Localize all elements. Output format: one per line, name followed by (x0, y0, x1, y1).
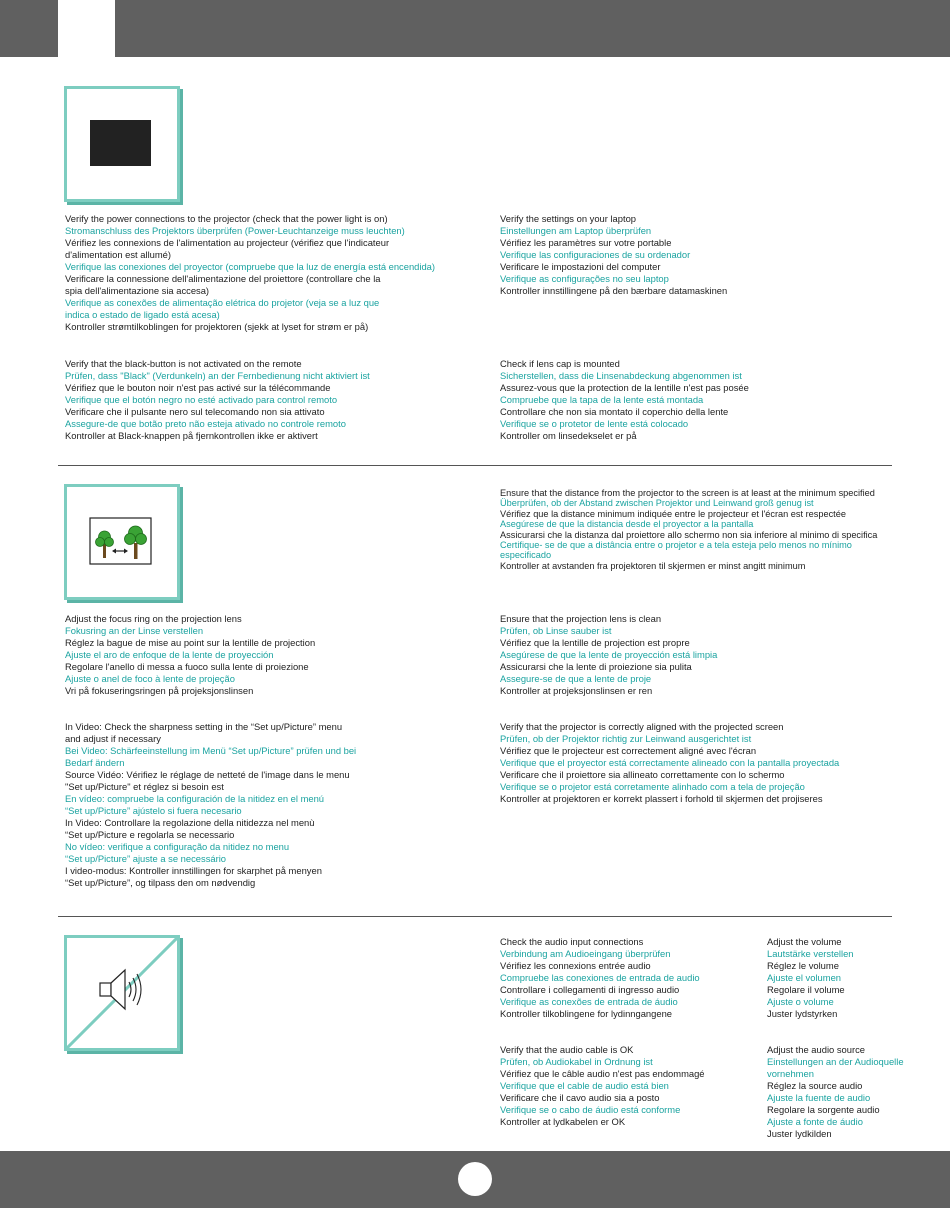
power-line-de: Stromanschluss des Projektors überprüfen (Power-Leuchtanzeige muss leuchten) (65, 225, 405, 236)
laptop-line-it: Verificare le impostazioni del computer (500, 261, 661, 272)
cable-line-en: Verify that the audio cable is OK (500, 1044, 634, 1055)
laptop-line-fr: Vérifiez les paramètres sur votre portable (500, 237, 672, 248)
lens-cap-block (500, 358, 749, 442)
sharp-line-no: I video-modus: Kontroller innstillingen for skarphet på menyen (65, 865, 322, 876)
focus-line-de: Fokusring an der Linse verstellen (65, 625, 204, 636)
power-line-fr: Vérifiez les connexions de l'alimentation au projecteur (vérifiez que l'indicateur (65, 237, 390, 248)
source-line-es: Ajuste la fuente de audio (767, 1092, 871, 1103)
clean-line-en: Ensure that the projection lens is clean (500, 613, 662, 624)
audio-input-block (500, 936, 700, 1020)
black-screen-icon (64, 86, 180, 202)
cable-line-fr: Vérifiez que le câble audio n'est pas endommagé (500, 1068, 705, 1079)
cable-line-de: Prüfen, ob Audiokabel in Ordnung ist (500, 1056, 653, 1067)
source-line-de-2: vornehmen (767, 1068, 814, 1079)
align-line-es: Verifique que el proyector está correctamente alineado con la pantalla proyectada (500, 757, 840, 768)
sharp-line-it: In Video: Controllare la regolazione della nitidezza nel menù (65, 817, 315, 828)
sharp-line-es: En vídeo: compruebe la configuración de la nitidez en el menú (65, 793, 325, 804)
laptop-line-pt: Verifique as configurações no seu laptop (500, 273, 669, 284)
focus-line-pt: Ajuste o anel de foco à lente de projeção (65, 673, 235, 684)
sharp-line-fr-2: "Set up/Picture" et réglez si besoin est (65, 781, 224, 792)
clean-line-no: Kontroller at projeksjonslinsen er ren (500, 685, 653, 696)
lenscap-line-de: Sicherstellen, dass die Linsenabdeckung abgenommen ist (500, 370, 742, 381)
distance-line-no: Kontroller at avstanden fra projektoren til skjermen er minst angitt minimum (500, 560, 806, 571)
power-line-it-2: spia dell'alimentazione sia accesa) (65, 285, 210, 296)
source-line-de: Einstellungen an der Audioquelle (767, 1056, 904, 1067)
clean-line-fr: Vérifiez que la lentille de projection est propre (500, 637, 690, 648)
distance-line-fr: Vérifiez que la distance minimum indiquée entre le projecteur et l'écran est respectée (500, 508, 846, 519)
focus-ring-block (65, 613, 315, 697)
focus-line-no: Vri på fokuseringsringen på projeksjonslinsen (65, 685, 254, 696)
power-line-pt-2: indica o estado de ligado está acesa) (65, 309, 220, 320)
black-line-es: Verifique que el botón negro no esté activado para control remoto (65, 394, 338, 405)
audio-cable-block (500, 1044, 705, 1128)
audio-input-line-pt: Verifique as conexões de entrada de áudio (500, 996, 678, 1007)
volume-line-de: Lautstärke verstellen (767, 948, 854, 959)
focus-line-en: Adjust the focus ring on the projection lens (65, 613, 242, 624)
volume-line-pt: Ajuste o volume (767, 996, 834, 1007)
clean-line-it: Assicurarsi che la lente di proiezione sia pulita (500, 661, 692, 672)
source-line-en: Adjust the audio source (767, 1044, 865, 1055)
cable-line-pt: Verifique se o cabo de áudio está conforme (500, 1104, 681, 1115)
volume-block (767, 936, 854, 1020)
distance-line-en: Ensure that the distance from the projector to the screen is at least at the minimum specified (500, 488, 875, 498)
laptop-line-de: Einstellungen am Laptop überprüfen (500, 225, 652, 236)
lenscap-line-es: Compruebe que la tapa de la lente está montada (500, 394, 704, 405)
audio-input-line-de: Verbindung am Audioeingang überprüfen (500, 948, 671, 959)
lens-clean-block (500, 613, 717, 697)
bottom-bar (0, 1151, 950, 1208)
black-line-en: Verify that the black-button is not activated on the remote (65, 358, 302, 369)
source-line-fr: Réglez la source audio (767, 1080, 863, 1091)
volume-line-es: Ajuste el volumen (767, 972, 841, 983)
audio-input-line-es: Compruebe las conexiones de entrada de audio (500, 972, 700, 983)
black-line-de: Prüfen, dass "Black" (Verdunkeln) an der Fernbedienung nicht aktiviert ist (65, 370, 370, 381)
power-line-fr-2: d'alimentation est allumé) (65, 249, 172, 260)
align-line-pt: Verifique se o projetor está corretamente alinhado com a tela de projeção (500, 781, 805, 792)
clean-line-de: Prüfen, ob Linse sauber ist (500, 625, 612, 636)
align-line-it: Verificare che il proiettore sia allineato correttamente con lo schermo (500, 769, 785, 780)
volume-line-no: Juster lydstyrken (767, 1008, 838, 1019)
sharp-line-no-2: “Set up/Picture”, og tilpass den om nødvendig (65, 877, 256, 888)
distance-line-pt-2: especificado (500, 550, 552, 561)
clean-line-es: Asegúrese de que la lente de proyección está limpia (500, 649, 718, 660)
sharp-line-fr: Source Vidéo: Vérifiez le réglage de netteté de l'image dans le menu (65, 769, 350, 780)
top-bar (0, 0, 950, 57)
focus-line-es: Ajuste el aro de enfoque de la lente de proyección (65, 649, 274, 660)
sharp-line-pt: No vídeo: verifique a configuração da nitidez no menu (65, 841, 290, 852)
section-divider-1 (58, 465, 892, 466)
volume-line-en: Adjust the volume (767, 936, 842, 947)
sharp-line-pt-2: “Set up/Picture” ajuste a se necessário (65, 853, 227, 864)
power-line-es: Verifique las conexiones del proyector (compruebe que la luz de energía está encendida) (65, 261, 436, 272)
alignment-block (500, 721, 839, 805)
lenscap-line-it: Controllare che non sia montato il coperchio della lente (500, 406, 729, 417)
sharpness-block (65, 721, 356, 889)
cable-line-es: Verifique que el cable de audio está bien (500, 1080, 669, 1091)
black-line-fr: Vérifiez que le bouton noir n'est pas activé sur la télécommande (65, 382, 331, 393)
audio-input-line-en: Check the audio input connections (500, 936, 644, 947)
power-line-pt: Verifique as conexões de alimentação elétrica do projetor (veja se a luz que (65, 297, 380, 308)
audio-input-line-no: Kontroller tilkoblingene for lydinngangene (500, 1008, 672, 1019)
focus-line-fr: Réglez la bague de mise au point sur la lentille de projection (65, 637, 316, 648)
distance-line-it: Assicurarsi che la distanza dal proiettore allo schermo non sia inferiore al minimo di specifica (500, 529, 878, 540)
power-line-en: Verify the power connections to the projector (check that the power light is on) (65, 213, 388, 224)
audio-source-block (767, 1044, 904, 1140)
laptop-check-block (500, 213, 727, 297)
black-line-pt: Assegure-de que botão preto não esteja ativado no controle remoto (65, 418, 346, 429)
source-line-no: Juster lydkilden (767, 1128, 832, 1139)
section-divider-2 (58, 916, 892, 917)
sharp-line-es-2: “Set up/Picture” ajústelo si fuera necesario (65, 805, 242, 816)
black-line-no: Kontroller at Black-knappen på fjernkontrollen ikke er aktivert (65, 430, 318, 441)
page-number-circle (458, 1162, 492, 1196)
cable-line-it: Verificare che il cavo audio sia a posto (500, 1092, 660, 1103)
sharp-line-de-2: Bedarf ändern (65, 757, 125, 768)
top-tab (58, 0, 115, 57)
lenscap-line-no: Kontroller om linsedekselet er på (500, 430, 637, 441)
speaker-muted-icon (64, 935, 180, 1051)
laptop-line-no: Kontroller innstillingene på den bærbare datamaskinen (500, 285, 728, 296)
black-line-it: Verificare che il pulsante nero sul telecomando non sia attivato (65, 406, 325, 417)
lenscap-line-en: Check if lens cap is mounted (500, 358, 620, 369)
distance-check-block (500, 488, 877, 571)
power-line-it: Verificare la connessione dell'alimentazione del proiettore (controllare che la (65, 273, 381, 284)
lenscap-line-fr: Assurez-vous que la protection de la lentille n'est pas posée (500, 382, 749, 393)
power-check-block (65, 213, 435, 333)
sharp-line-en-2: and adjust if necessary (65, 733, 161, 744)
distance-line-de: Überprüfen, ob der Abstand zwischen Projektor und Leinwand groß genug ist (500, 498, 814, 509)
volume-line-fr: Réglez le volume (767, 960, 839, 971)
black-button-block (65, 358, 370, 442)
laptop-line-es: Verifique las configuraciones de su ordenador (500, 249, 691, 260)
align-line-en: Verify that the projector is correctly aligned with the projected screen (500, 721, 784, 732)
cable-line-no: Kontroller at lydkabelen er OK (500, 1116, 626, 1127)
lenscap-line-pt: Verifique se o protetor de lente está colocado (500, 418, 689, 429)
source-line-pt: Ajuste a fonte de áudio (767, 1116, 863, 1127)
align-line-no: Kontroller at projektoren er korrekt plassert i forhold til skjermen det projiseres (500, 793, 823, 804)
focus-line-it: Regolare l'anello di messa a fuoco sulla lente di proiezione (65, 661, 309, 672)
align-line-de: Prüfen, ob der Projektor richtig zur Leinwand ausgerichtet ist (500, 733, 752, 744)
clean-line-pt: Assegure-se de que a lente de proje (500, 673, 652, 684)
laptop-line-en: Verify the settings on your laptop (500, 213, 637, 224)
distance-line-es: Asegúrese de que la distancia desde el proyector a la pantalla (500, 519, 754, 530)
source-line-it: Regolare la sorgente audio (767, 1104, 880, 1115)
align-line-fr: Vérifiez que le projecteur est correctement aligné avec l'écran (500, 745, 757, 756)
audio-input-line-it: Controllare i collegamenti di ingresso audio (500, 984, 680, 995)
trees-distance-icon (64, 484, 180, 600)
sharp-line-it-2: “Set up/Picture e regolarla se necessario (65, 829, 235, 840)
sharp-line-de: Bei Video: Schärfeeinstellung im Menü “Set up/Picture” prüfen und bei (65, 745, 357, 756)
power-line-no: Kontroller strømtilkoblingen for projektoren (sjekk at lyset for strøm er på) (65, 321, 369, 332)
volume-line-it: Regolare il volume (767, 984, 845, 995)
distance-line-pt: Certifique- se de que a distância entre o projetor e a tela esteja pelo menos no mínimo (500, 540, 852, 551)
audio-input-line-fr: Vérifiez les connexions entrée audio (500, 960, 651, 971)
sharp-line-en: In Video: Check the sharpness setting in the “Set up/Picture” menu (65, 721, 343, 732)
